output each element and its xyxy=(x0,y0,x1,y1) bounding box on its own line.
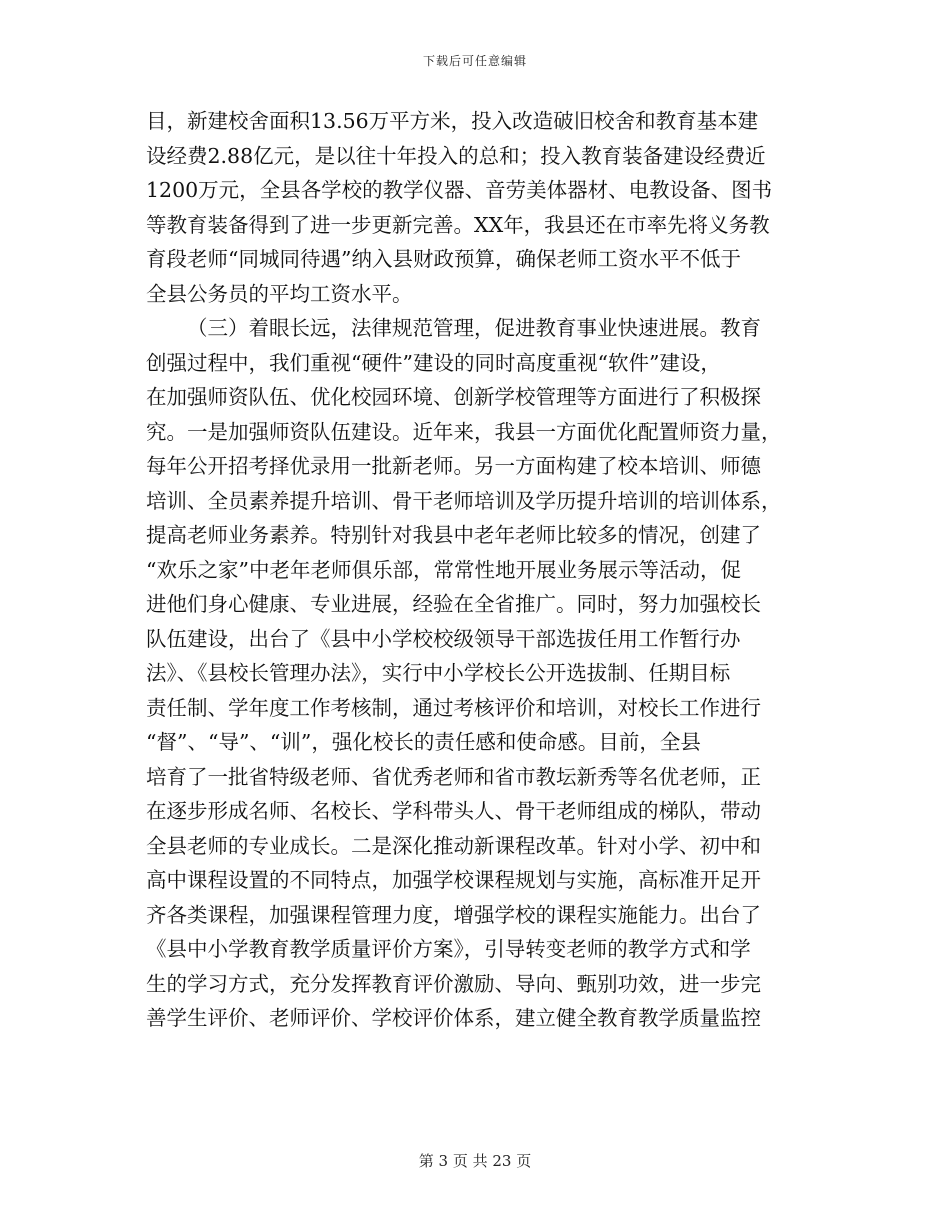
text-line: 在加强师资队伍、优化校园环境、创新学校管理等方面进行了积极探 xyxy=(146,385,761,409)
text-line: 提高老师业务素养。特别针对我县中老年老师比较多的情况，创建了 xyxy=(146,523,761,547)
text-line: 责任制、学年度工作考核制，通过考核评价和培训，对校长工作进行 xyxy=(146,695,761,720)
text-line: 目，新建校舍面积13.56万平方米，投入改造破旧校舍和教育基本建 xyxy=(146,109,759,133)
text-line: 全县公务员的平均工资水平。 xyxy=(146,281,413,306)
document-body xyxy=(146,104,806,1036)
text-line: 在逐步形成名师、名校长、学科带头人、骨干老师组成的梯队，带动 xyxy=(146,799,761,823)
text-line: 1200万元，全县各学校的教学仪器、音劳美体器材、电教设备、图书 xyxy=(146,178,773,202)
text-line: 育段老师“同城同待遇”纳入县财政预算，确保老师工资水平不低于 xyxy=(146,247,741,271)
text-line: 培育了一批省特级老师、省优秀老师和省市教坛新秀等名优老师，正 xyxy=(146,764,761,789)
text-line: 每年公开招考择优录用一批新老师。另一方面构建了校本培训、师德 xyxy=(146,454,761,478)
text-line: 设经费2.88亿元，是以往十年投入的总和；投入教育装备建设经费近 xyxy=(146,143,766,168)
text-line: 生的学习方式，充分发挥教育评价激励、导向、甄别功效，进一步完 xyxy=(146,971,761,996)
paragraph-start-line: （三）着眼长远，法律规范管理，促进教育事业快速进展。教育 xyxy=(187,316,761,340)
text-line: 培训、全员素养提升培训、骨干老师培训及学历提升培训的培训体系， xyxy=(146,488,782,513)
text-line: 等教育装备得到了进一步更新完善。XX年，我县还在市率先将义务教 xyxy=(146,212,770,237)
text-line: 队伍建设，出台了《县中小学校校级领导干部选拔任用工作暂行办 xyxy=(146,626,741,651)
text-line: 创强过程中，我们重视“硬件”建设的同时高度重视“软件”建设， xyxy=(146,350,721,375)
text-line: 进他们身心健康、专业进展，经验在全省推广。同时，努力加强校长 xyxy=(146,592,761,616)
text-line: 《县中小学教育教学质量评价方案》，引导转变老师的教学方式和学 xyxy=(146,937,751,961)
page-header: 下载后可任意编辑 xyxy=(422,54,527,68)
text-line: 高中课程设置的不同特点，加强学校课程规划与实施，高标准开足开 xyxy=(146,868,761,892)
page-number-footer: 第 3 页 共 23 页 xyxy=(418,1152,532,1170)
text-line: 齐各类课程，加强课程管理力度，增强学校的课程实施能力。出台了 xyxy=(146,902,761,927)
text-line: 究。一是加强师资队伍建设。近年来，我县一方面优化配置师资力量， xyxy=(146,419,782,444)
text-line: 法》、《县校长管理办法》，实行中小学校长公开选拔制、任期目标 xyxy=(146,661,731,685)
text-line: 善学生评价、老师评价、学校评价体系，建立健全教育教学质量监控 xyxy=(146,1006,761,1030)
text-line: “欢乐之家”中老年老师俱乐部，常常性地开展业务展示等活动，促 xyxy=(146,557,741,582)
text-line: 全县老师的专业成长。二是深化推动新课程改革。针对小学、初中和 xyxy=(146,833,761,858)
text-line: “督”、“导”、“训”，强化校长的责任感和使命感。目前，全县 xyxy=(146,730,701,754)
